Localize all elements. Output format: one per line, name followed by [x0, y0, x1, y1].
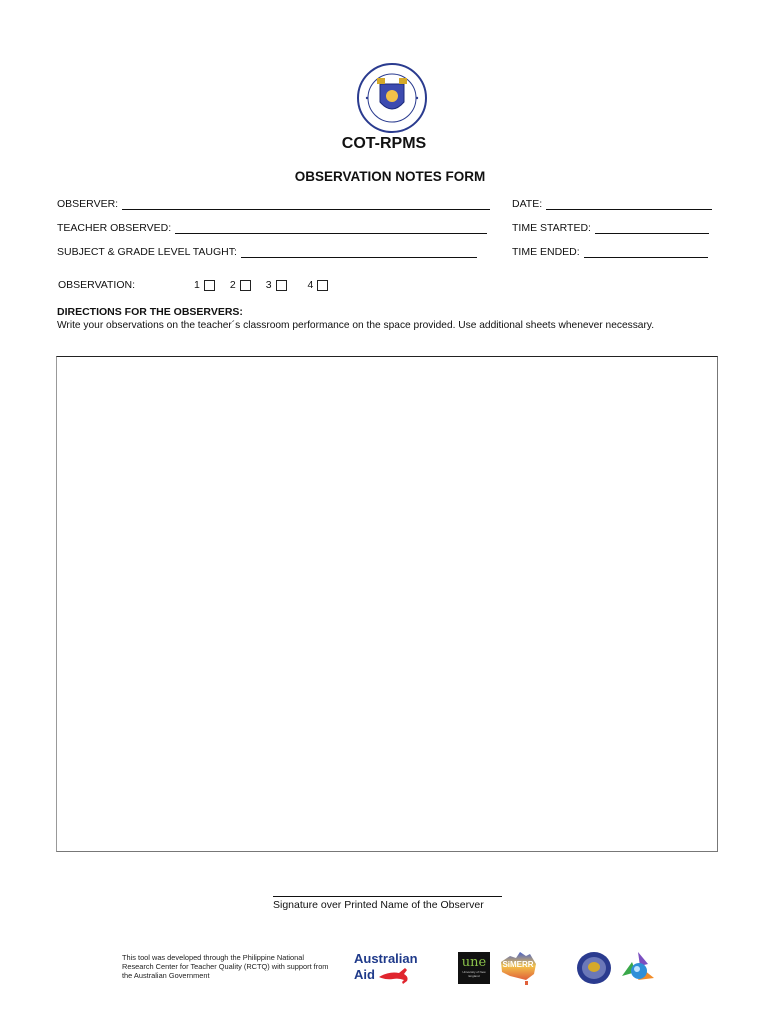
teacher-observed-input[interactable] [175, 223, 487, 234]
deped-seal-logo [347, 62, 437, 134]
checkbox-1[interactable] [204, 280, 215, 291]
time-started-label: TIME STARTED: [512, 222, 591, 234]
subject-grade-label: SUBJECT & GRADE LEVEL TAUGHT: [57, 246, 237, 258]
subject-grade-input[interactable] [241, 247, 477, 258]
observation-option-2[interactable]: 2 [230, 279, 251, 291]
time-ended-field[interactable] [512, 246, 708, 258]
directions-text: Write your observations on the teacher´s classroom performance on the space provided. Use additional sheets whenever necessary. [57, 320, 655, 331]
time-started-input[interactable] [595, 223, 709, 234]
observer-field[interactable] [57, 198, 490, 210]
observation-label: OBSERVATION: [58, 279, 136, 291]
australian-aid-logo: Australian Aid [354, 953, 418, 985]
date-field[interactable] [512, 198, 712, 210]
date-input[interactable] [546, 199, 712, 210]
date-label: DATE: [512, 198, 543, 210]
subject-grade-field[interactable] [57, 246, 477, 258]
checkbox-4[interactable] [317, 280, 328, 291]
time-ended-label: TIME ENDED: [512, 246, 580, 258]
observation-option-1[interactable]: 1 [194, 279, 215, 291]
simerr-logo [498, 950, 538, 986]
svg-text:SiMERR: SiMERR [502, 960, 534, 969]
une-logo: une University of New England [458, 952, 490, 984]
form-title: OBSERVATION NOTES FORM [294, 169, 486, 184]
form-code-title: COT-RPMS [341, 135, 427, 152]
signature-line[interactable] [273, 896, 502, 897]
teacher-observed-label: TEACHER OBSERVED: [57, 222, 172, 234]
observation-row [58, 279, 343, 291]
observation-option-4[interactable]: 4 [308, 279, 329, 291]
observer-label: OBSERVER: [57, 198, 119, 210]
observation-notes-area[interactable] [56, 356, 718, 852]
pnu-seal-logo [576, 951, 612, 985]
observer-input[interactable] [122, 199, 490, 210]
signature-label: Signature over Printed Name of the Observer [273, 899, 484, 911]
observation-option-3[interactable]: 3 [266, 279, 287, 291]
time-started-field[interactable] [512, 222, 709, 234]
directions-heading: DIRECTIONS FOR THE OBSERVERS: [57, 306, 243, 318]
checkbox-2[interactable] [240, 280, 251, 291]
teacher-observed-field[interactable] [57, 222, 487, 234]
kangaroo-icon [377, 965, 417, 985]
rctq-logo [618, 950, 658, 986]
checkbox-3[interactable] [276, 280, 287, 291]
footer-credit-text: This tool was developed through the Philippine National Research Center for Teacher Quality (RCTQ) with support from the Australian Government [122, 953, 329, 981]
time-ended-input[interactable] [584, 247, 708, 258]
